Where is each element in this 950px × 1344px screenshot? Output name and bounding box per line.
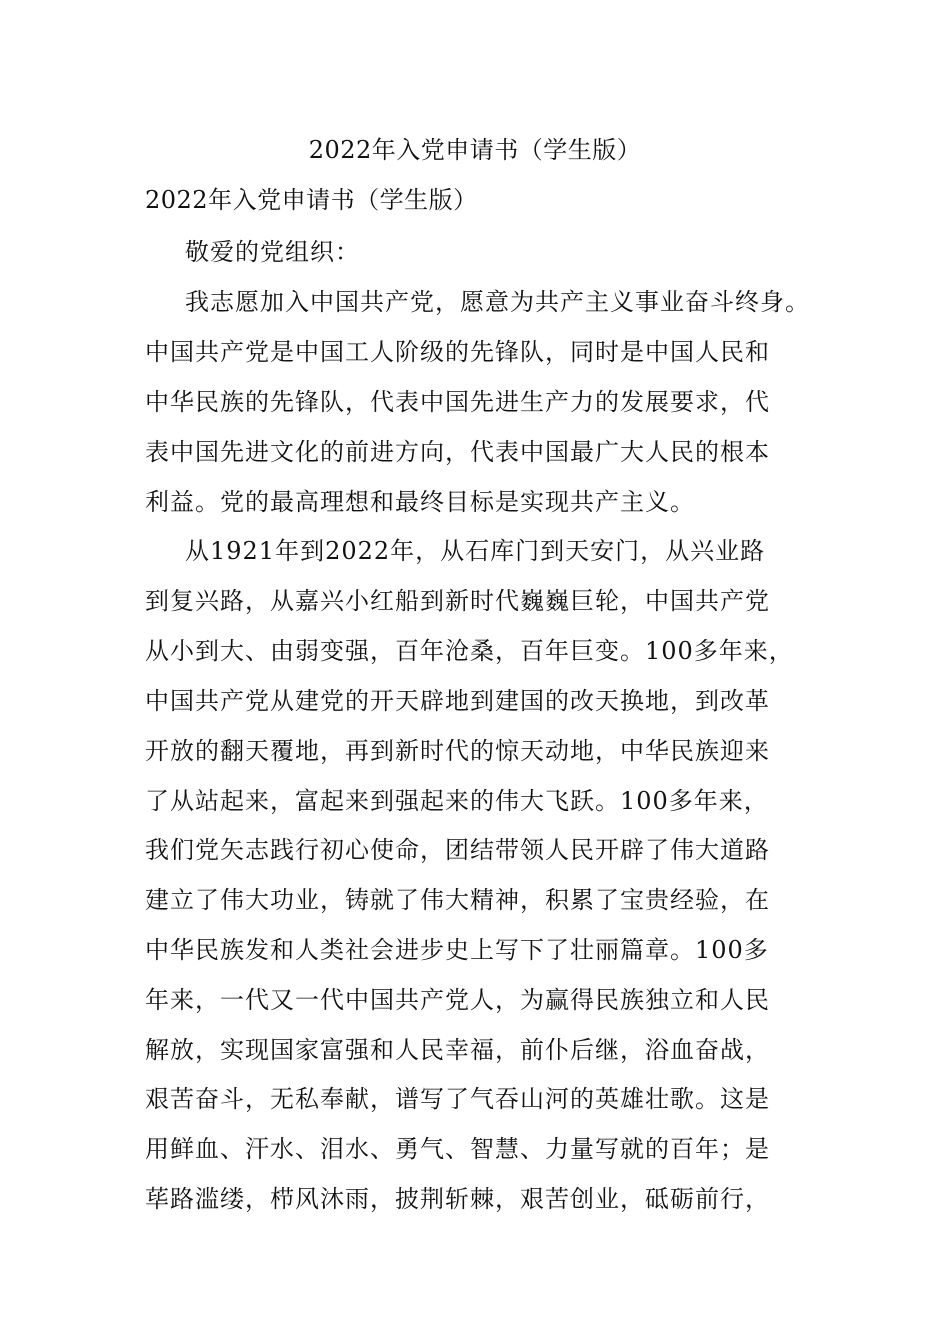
paragraph-line: 开放的翻天覆地，再到新时代的惊天动地，中华民族迎来 <box>145 737 770 765</box>
paragraph-line: 年来，一代又一代中国共产党人，为赢得民族独立和人民 <box>145 986 770 1014</box>
paragraph-line: 中国共产党从建党的开天辟地到建国的改天换地，到改革 <box>145 687 770 715</box>
document-title: 2022年入党申请书（学生版） <box>308 136 642 164</box>
paragraph-line: 表中国先进文化的前进方向，代表中国最广大人民的根本 <box>145 438 770 466</box>
paragraph-line: 中华民族的先锋队，代表中国先进生产力的发展要求，代 <box>145 388 770 416</box>
paragraph-line: 我志愿加入中国共产党，愿意为共产主义事业奋斗终身。 <box>185 288 810 316</box>
paragraph-line: 了从站起来，富起来到强起来的伟大飞跃。100多年来， <box>145 787 769 815</box>
paragraph-line: 用鲜血、汗水、泪水、勇气、智慧、力量写就的百年；是 <box>145 1135 770 1163</box>
document-subtitle: 2022年入党申请书（学生版） <box>145 186 478 214</box>
paragraph-line: 建立了伟大功业，铸就了伟大精神，积累了宝贵经验，在 <box>145 886 770 914</box>
paragraph-line: 解放，实现国家富强和人民幸福，前仆后继，浴血奋战， <box>145 1036 770 1064</box>
paragraph-line: 艰苦奋斗，无私奉献，谱写了气吞山河的英雄壮歌。这是 <box>145 1085 770 1113</box>
paragraph-line: 从小到大、由弱变强，百年沧桑，百年巨变。100多年来， <box>145 637 794 665</box>
paragraph-line: 到复兴路，从嘉兴小红船到新时代巍巍巨轮，中国共产党 <box>145 587 770 615</box>
salutation: 敬爱的党组织： <box>185 238 360 266</box>
paragraph-line: 我们党矢志践行初心使命，团结带领人民开辟了伟大道路 <box>145 836 770 864</box>
paragraph-line: 中华民族发和人类社会进步史上写下了壮丽篇章。100多 <box>145 936 769 964</box>
paragraph-line: 中国共产党是中国工人阶级的先锋队，同时是中国人民和 <box>145 338 770 366</box>
paragraph-line: 荜路滥缕，栉风沐雨，披荆斩棘，艰苦创业，砥砺前行， <box>145 1185 770 1213</box>
paragraph-line: 利益。党的最高理想和最终目标是实现共产主义。 <box>145 488 695 516</box>
paragraph-line: 从1921年到2022年，从石库门到天安门，从兴业路 <box>185 537 766 565</box>
